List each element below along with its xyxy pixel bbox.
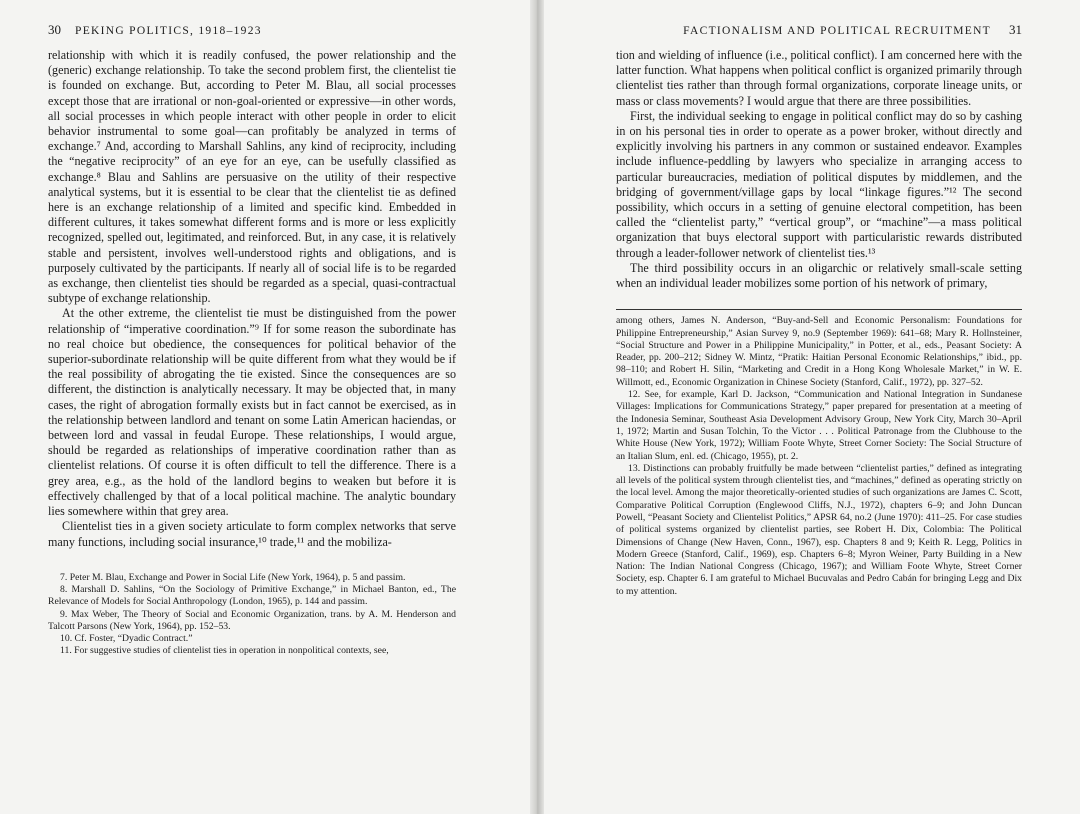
body-paragraph: At the other extreme, the clientelist tie must be distinguished from the power relationship of “imperative coordination.”⁹ If for some reason the subordinate has no real choice but obedience, the consequences for political behavior of the superior-subordinate relationship will be quite different from what they would be if the real possibility of abrogating the tie existed. Since the consequences are so different, the distinction is analytically necessary. It may be objected that, in many cases, the right of abrogation formally exists but in fact cannot be exercised, as in the relationship between landlord and tenant on some Latin American haciendas, or between lord and vassal in feudal Europe. These relationships, I would argue, should be regarded as relationships of imperative coordination rather than as clientelist relations. Of course it is often difficult to tell the difference. There is a grey area, e.g., as the hold of the landlord begins to weaken but before it is effectively challenged by that of a local political machine. The analytic boundary lies somewhere within that grey area. bbox=[48, 306, 456, 519]
right-page-number: 31 bbox=[1009, 22, 1022, 37]
right-body bbox=[616, 48, 1022, 291]
footnote: 13. Distinctions can probably fruitfully be made between “clientelist parties,” defined as integrating all levels of the political system through clientelist ties, and “machines,” defined as operating strictly on the local level. Among the major theoretically-oriented studies of such organizations are James C. Scott, Comparative Political Corruption (Englewood Cliffs, N.J., 1972), chapters 6–9; and John Duncan Powell, “Peasant Society and Clientelist Politics,” APSR 64, no.2 (June 1970): 411–25. For case studies of political systems organized by clientelist parties, see Robert H. Dix, Colombia: The Political Dimensions of Change (New Haven, Conn., 1967), esp. Chapters 8 and 9; Keith R. Legg, Politics in Modern Greece (Stanford, Calif., 1969), esp. Chapters 6–8; Myron Weiner, Party Building in a New Nation: The Indian National Congress (Chicago, 1967); and William Foote Whyte, Street Corner Society, esp. Chapter 6. I am grateful to Michael Bucuvalas and Pedro Cabán for bringing Legg and Dix to my attention. bbox=[616, 462, 1022, 597]
book-gutter bbox=[530, 0, 544, 814]
footnote: among others, James N. Anderson, “Buy-and-Sell and Economic Personalism: Foundations for Philippine Entrepreneurship,” Asian Survey 9, no.9 (September 1969): 641–68; Mary R. Hollnsteiner, “Social Structure and Power in a Philippine Municipality,” in Potter, et al., eds., Peasant Society: A Reader, pp. 200–212; Sidney W. Mintz, “Pratik: Haitian Personal Economic Relationships,” ibid., pp. 98–110; and Robert H. Silin, “Marketing and Credit in a Hong Kong Wholesale Market,” in W. E. Willmott, ed., Economic Organization in Chinese Society (Stanford, Calif., 1972), pp. 327–52. bbox=[616, 315, 1022, 388]
footnote-rule bbox=[616, 309, 1022, 310]
footnote: 12. See, for example, Karl D. Jackson, “Communication and National Integration in Sundanese Villages: Implications for Communications Strategy,” paper prepared for presentation at a meeting of the Indonesia Seminar, Southeast Asia Development Advisory Group, New York City, March 30–April 1, 1972; Martin and Susan Tolchin, To the Victor . . . Political Patronage from the Clubhouse to the White House (New York, 1972); William Foote Whyte, Street Corner Society: The Social Structure of an Italian Slum, enl. ed. (Chicago, 1955), pt. 2. bbox=[616, 389, 1022, 462]
body-paragraph: tion and wielding of influence (i.e., political conflict). I am concerned here with the latter function. What happens when political conflict is organized primarily through clientelist ties rather than through formal organizations, corporate lineage units, or mass or class movements? I would argue that there are three possibilities. bbox=[616, 48, 1022, 108]
left-body bbox=[48, 48, 456, 550]
footnote: 9. Max Weber, The Theory of Social and Economic Organization, trans. by A. M. Henderson and Talcott Parsons (New York, 1964), pp. 152–53. bbox=[48, 608, 456, 632]
footnote: 11. For suggestive studies of clientelist ties in operation in nonpolitical contexts, see, bbox=[60, 645, 389, 657]
right-page bbox=[536, 0, 1080, 814]
body-paragraph: relationship with which it is readily confused, the power relationship and the (generic) exchange relationship. To take the second problem first, the clientelist tie is founded on exchange. But, according to Peter M. Blau, all social processes except those that are irrational or non-goal-oriented or expressive—in other words, all social processes in which people interact with other people in order to elicit behavior instrumental to some goal—can profitably be analyzed in terms of exchange.⁷ And, according to Marshall Sahlins, any kind of reciprocity, including the “negative reciprocity” of an eye for an eye, can be usefully classified as exchange.⁸ Blau and Sahlins are persuasive on the utility of their respective analytical systems, but it is essential to be clear that the clientelist tie as defined here is an exchange relationship of a limited and specific kind. Embedded in different cultures, it takes somewhat different forms and is more or less explicitly recognized, spelled out, legitimated, and reinforced. But, in any case, it is relatively stable and persistent, involves well-understood rights and obligations, and is purposely cultivated by the participants. If nearly all of social life is to be regarded as exchange, then clientelist ties should be regarded as a special, quasi-contractual subtype of exchange relationship. bbox=[48, 48, 456, 306]
body-paragraph: Clientelist ties in a given society articulate to form complex networks that serve many functions, including social insurance,¹⁰ trade,¹¹ and the mobiliza- bbox=[48, 519, 456, 549]
left-running-title: PEKING POLITICS, 1918–1923 bbox=[75, 25, 262, 37]
footnote: 7. Peter M. Blau, Exchange and Power in Social Life (New York, 1964), p. 5 and passim. bbox=[60, 571, 406, 583]
body-paragraph: First, the individual seeking to engage in political conflict may do so by cashing in on his personal ties in order to operate as a power broker, without directly and explicitly involving his partners in any common or sustained endeavor. Examples include influence-peddling by lawyers who specialize in arranging access to particular bureaucracies, mediation of political disputes by middlemen, and the bridging of government/village gaps by local “linkage figures.”¹² The second possibility, which occurs in a setting of genuine electoral competition, has been called the “clientelist party,” “vertical group”, or “machine”—a mass political organization that buys electoral support with particularistic rewards distributed through a leader-follower network of clientelist ties.¹³ bbox=[616, 108, 1022, 260]
left-running-head bbox=[48, 22, 456, 38]
left-page-number: 30 bbox=[48, 22, 61, 37]
body-paragraph: The third possibility occurs in an oligarchic or relatively small-scale setting when an individual leader mobilizes some portion of his network of primary, bbox=[616, 260, 1022, 291]
right-footnotes bbox=[616, 315, 1022, 598]
right-running-title: FACTIONALISM AND POLITICAL RECRUITMENT bbox=[683, 25, 991, 37]
left-page bbox=[0, 0, 536, 814]
footnote: 10. Cf. Foster, “Dyadic Contract.” bbox=[60, 633, 193, 645]
right-running-head bbox=[616, 22, 1022, 38]
left-footnotes bbox=[48, 572, 456, 658]
footnote: 8. Marshall D. Sahlins, “On the Sociology of Primitive Exchange,” in Michael Banton, ed., The Relevance of Models for Social Anthropology (London, 1965), p. 144 and passim. bbox=[48, 584, 456, 608]
